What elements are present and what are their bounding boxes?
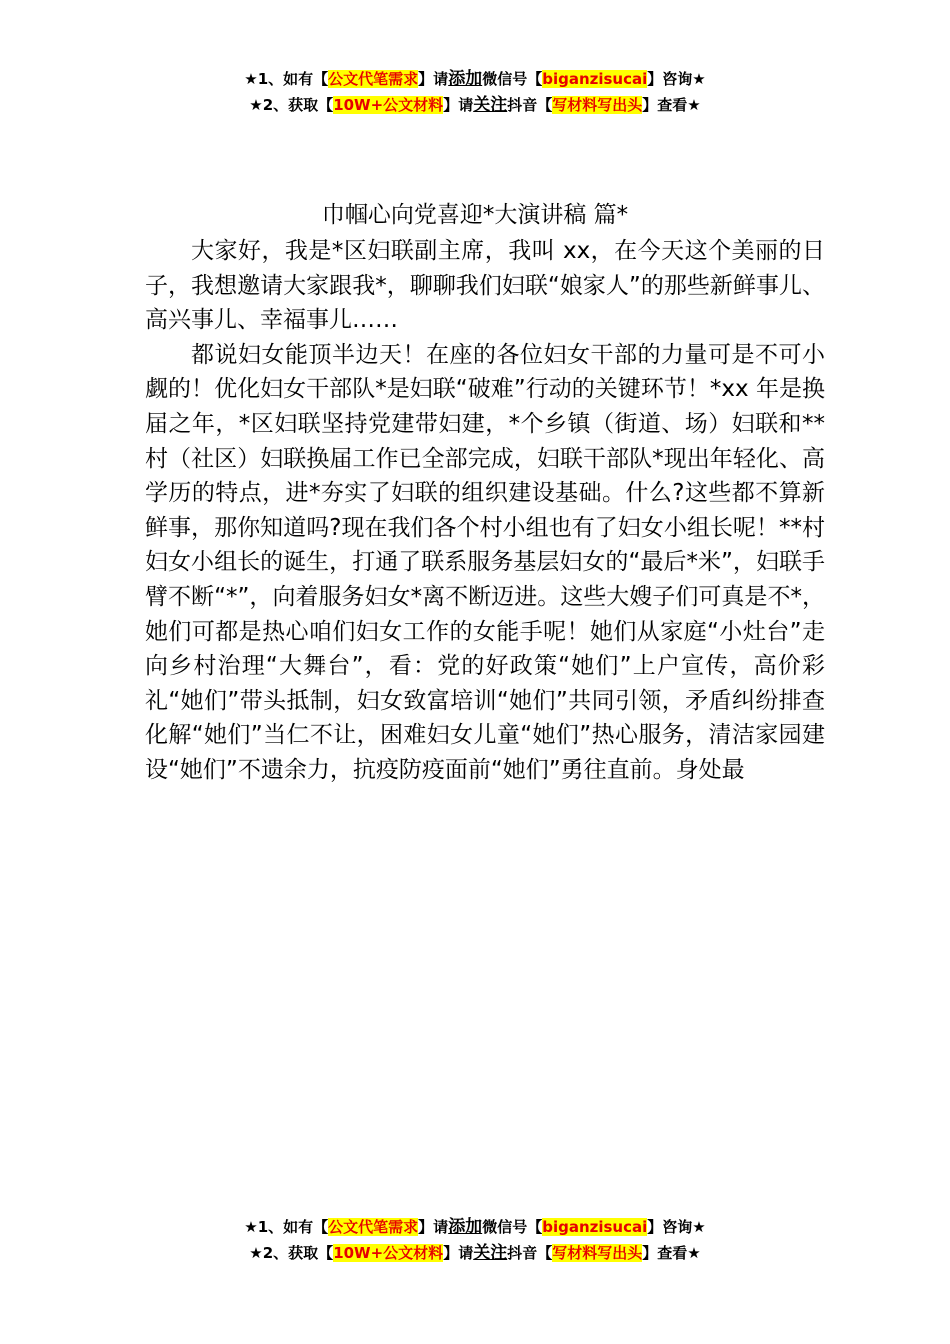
highlight-service: 公文代笔需求: [328, 1218, 419, 1236]
banner-emphasis: 关注: [473, 95, 508, 115]
highlight-douyin-account: 写材料写出头: [552, 1244, 643, 1262]
highlight-wechat-id: biganzisucai: [542, 1218, 648, 1236]
banner-text: 】咨询★: [647, 70, 706, 88]
banner-text: 】查看★: [642, 1244, 701, 1262]
highlight-douyin-account: 写材料写出头: [552, 96, 643, 114]
banner-text: 】请: [443, 96, 474, 114]
highlight-service: 公文代笔需求: [328, 70, 419, 88]
banner-text: ★1、如有【: [244, 70, 329, 88]
banner-emphasis: 添加: [448, 1217, 483, 1237]
highlight-wechat-id: biganzisucai: [542, 70, 648, 88]
banner-text: ★1、如有【: [244, 1218, 329, 1236]
paragraph: 都说妇女能顶半边天！在座的各位妇女干部的力量可是不可小觑的！优化妇女干部队*是妇联“破难”行动的关键环节！*xx 年是换届之年，*区妇联坚持党建带妇建，*个乡镇（街道、场）妇联和**村（社区）妇联换届工作已全部完成，妇联干部队*现出年轻化、高学历的特点，进*夯实了妇联的组织建设基础。什么?这些都不算新鲜事，那你知道吗?现在我们各个村小组也有了妇女小组长呢！**村妇女小组长的诞生，打通了联系服务基层妇女的“最后*米”，妇联手臂不断“*”，向着服务妇女*离不断迈进。这些大嫂子们可真是不*，她们可都是热心咱们妇女工作的女能手呢！她们从家庭“小灶台”走向乡村治理“大舞台”，看：党的好政策“她们”上户宣传，高价彩礼“她们”带头抵制，妇女致富培训“她们”共同引领，矛盾纠纷排查化解“她们”当仁不让，困难妇女儿童“她们”热心服务，清洁家园建设“她们”不遗余力，抗疫防疫面前“她们”勇往直前。身处最: [145, 341, 825, 783]
banner-text: 微信号【: [482, 1218, 543, 1236]
highlight-materials: 10W+公文材料: [333, 1244, 444, 1262]
document-body: [145, 234, 825, 788]
highlight-materials: 10W+公文材料: [333, 96, 444, 114]
banner-line-2: [0, 92, 950, 118]
banner-text: 微信号【: [482, 70, 543, 88]
banner-line-1: [0, 66, 950, 92]
paragraph: 大家好，我是*区妇联副主席，我叫 xx，在今天这个美丽的日子，我想邀请大家跟我*，聊聊我们妇联“娘家人”的那些新鲜事儿、高兴事儿、幸福事儿……: [145, 238, 825, 334]
footer-banner: [0, 1214, 950, 1266]
banner-text: 】请: [418, 1218, 449, 1236]
banner-text: 抖音【: [507, 96, 553, 114]
document-title: 巾帼心向党喜迎*大演讲稿 篇*: [321, 202, 629, 228]
banner-text: 抖音【: [507, 1244, 553, 1262]
banner-emphasis: 添加: [448, 69, 483, 89]
banner-line-2: [0, 1240, 950, 1266]
header-banner: [0, 66, 950, 118]
banner-text: 】请: [443, 1244, 474, 1262]
banner-text: ★2、获取【: [249, 1244, 334, 1262]
banner-text: 】咨询★: [647, 1218, 706, 1236]
banner-text: ★2、获取【: [249, 96, 334, 114]
banner-emphasis: 关注: [473, 1243, 508, 1263]
banner-text: 】查看★: [642, 96, 701, 114]
banner-line-1: [0, 1214, 950, 1240]
banner-text: 】请: [418, 70, 449, 88]
